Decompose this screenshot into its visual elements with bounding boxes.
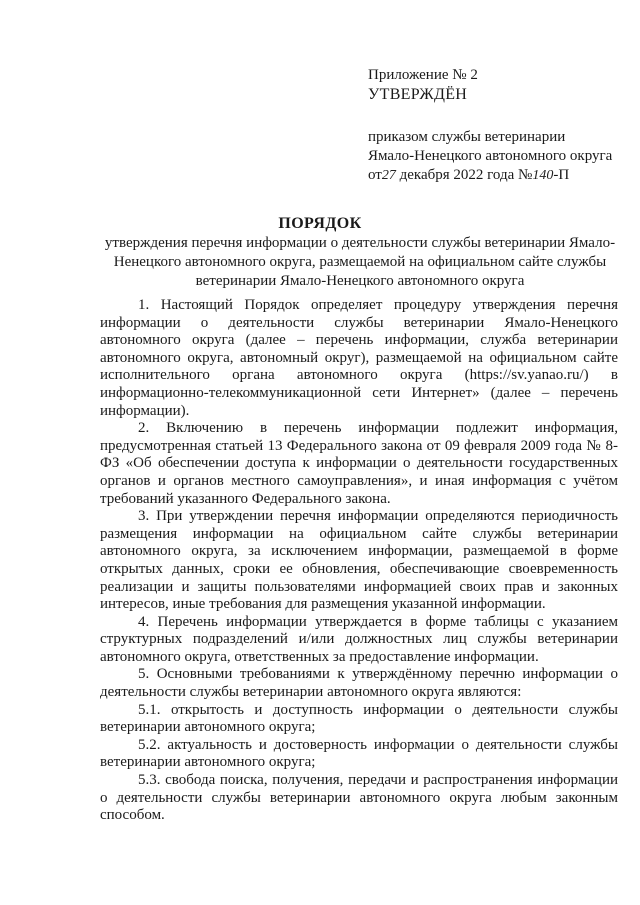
document-subtitle: утверждения перечня информации о деятельности службы ветеринарии Ямало-Ненецкого автономного округа, размещаемой на официальном сайте службы ветеринарии Ямало-Ненецкого автономного округа: [104, 235, 616, 289]
appendix-block: [368, 66, 628, 185]
document-title: ПОРЯДОК: [278, 215, 362, 232]
appendix-number: Приложение № 2: [368, 67, 478, 83]
date-rest: декабря 2022 года №: [399, 167, 533, 183]
order-date-line: [368, 166, 628, 185]
order-line-1: приказом службы ветеринарии: [368, 129, 566, 145]
paragraph-5: 5. Основными требованиями к утверждённому перечню информации о деятельности службы ветеринарии автономного округа являются:: [100, 666, 618, 701]
paragraph-5-1: 5.1. открытость и доступность информации о деятельности службы ветеринарии автономного округа;: [100, 701, 618, 736]
document-body: [100, 297, 618, 825]
order-line-2: Ямало-Ненецкого автономного округа: [368, 148, 613, 164]
paragraph-4: 4. Перечень информации утверждается в форме таблицы с указанием структурных подразделений и/или должностных лиц службы ветеринарии автономного округа, ответственных за предоставление информации.: [100, 613, 618, 665]
date-prefix: от: [368, 167, 382, 183]
handwritten-day: 27: [381, 168, 396, 183]
paragraph-2: 2. Включению в перечень информации подлежит информация, предусмотренная статьей 13 Федерального закона от 09 февраля 2009 года № 8-ФЗ «Об обеспечении доступа к информации о деятельности государственных органов и органов местного самоуправления», и иная информация с учётом требований указанного Федерального закона.: [100, 420, 618, 507]
handwritten-order-number: 140: [532, 168, 554, 183]
paragraph-5-3: 5.3. свобода поиска, получения, передачи и распространения информации о деятельности службы ветеринарии автономного округа любым законным способом.: [100, 772, 618, 824]
paragraph-1: 1. Настоящий Порядок определяет процедуру утверждения перечня информации о деятельности службы ветеринарии Ямало-Ненецкого автономного округа (далее – перечень информации, служба ветеринарии автономного округа, автономный округ), размещаемой на официальном сайте исполнительного органа автономного округа (https://sv.yanao.ru/) в информационно-телекоммуникационной сети Интернет» (далее – перечень информации).: [100, 297, 618, 419]
paragraph-5-2: 5.2. актуальность и достоверность информации о деятельности службы ветеринарии автономного округа;: [100, 736, 618, 771]
paragraph-3: 3. При утверждении перечня информации определяются периодичность размещения информации на официальном сайте службы ветеринарии автономного округа, за исключением информации, размещаемой в форме открытых данных, сроки ее обновления, обеспечивающие своевременность реализации и защиты пользователями информацией своих прав и законных интересов, иные требования для размещения указанной информации.: [100, 508, 618, 613]
approved-stamp-text: УТВЕРЖДЁН: [368, 86, 468, 103]
order-suffix: -П: [553, 167, 570, 183]
